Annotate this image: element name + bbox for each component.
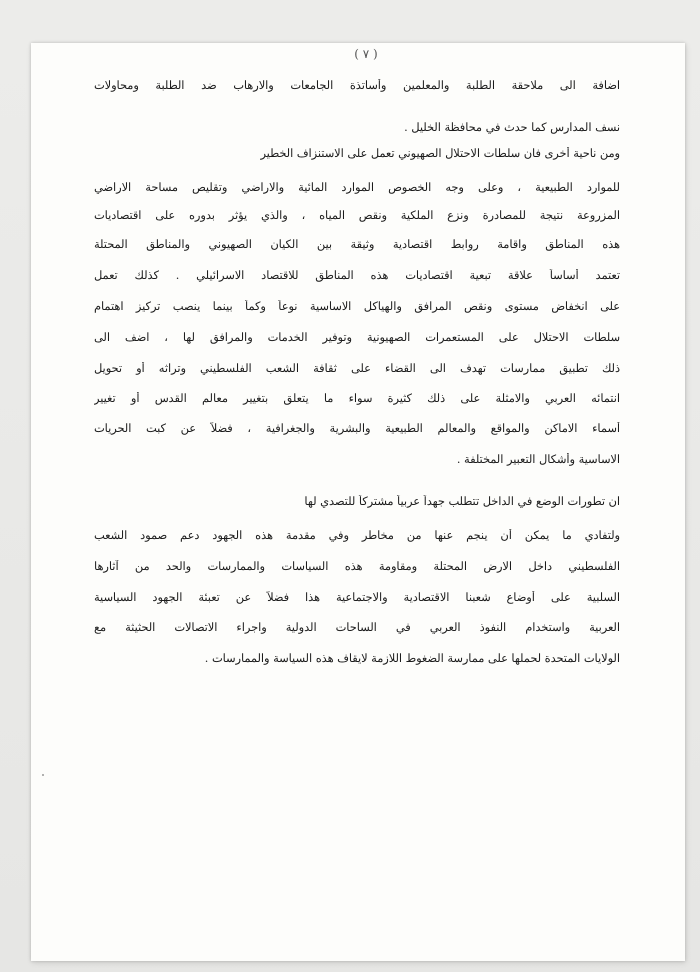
paragraph-2-line-8: ذلك تطبيق ممارسات تهدف الى القضاء على ثقافة الشعب الفلسطيني وتراثه أو تحويل [94,362,620,375]
paragraph-3-line-4: السلبية على أوضاع شعبنا الاقتصادية والاجتماعية هذا فضلاً عن تعبئة الجهود السياسية [94,591,620,604]
paragraph-3-line-5: العربية واستخدام النفوذ العربي في الساحات الدولية واجراء الاتصالات الحثيثة مع [94,621,620,634]
paragraph-3-line-3: الفلسطيني داخل الارض المحتلة ومقاومة هذه السياسات والممارسات والحد من آثارها [94,560,620,573]
paragraph-2-line-2: للموارد الطبيعية ، وعلى وجه الخصوص الموارد المائية والاراضي وتقليص مساحة الاراضي [94,181,620,194]
paragraph-2-line-10: أسماء الاماكن والمواقع والمعالم الطبيعية والبشرية والجغرافية ، فضلاً عن كبت الحريات [94,422,620,435]
paragraph-1-line-1: اضافة الى ملاحقة الطلبة والمعلمين وأساتذة الجامعات والارهاب ضد الطلبة ومحاولات [94,79,620,92]
paragraph-2-line-1: ومن ناحية أخرى فان سلطات الاحتلال الصهيوني تعمل على الاستنزاف الخطير [260,147,620,160]
paragraph-2-line-3: المزروعة نتيجة للمصادرة ونزع الملكية ونقص المياه ، والذي يؤثر بدوره على اقتصاديات [94,209,620,222]
paragraph-2-line-7: سلطات الاحتلال على المستعمرات الصهيونية وتوفير الخدمات والمرافق لها ، اضف الى [94,331,620,344]
paragraph-2-line-9: انتمائه العربي والامثلة على ذلك كثيرة سواء ما يتعلق بتغيير معالم القدس أو تغيير [94,392,620,405]
paragraph-3-line-6: الولايات المتحدة لحملها على ممارسة الضغوط اللازمة لايقاف هذه السياسة والممارسات . [204,652,620,665]
margin-speck [42,774,44,776]
document-page [31,43,685,961]
paragraph-1-line-2: نسف المدارس كما حدث في محافظة الخليل . [404,121,620,134]
paragraph-2-line-11: الاساسية وأشكال التعبير المختلفة . [456,453,620,466]
paragraph-2-line-6: على انخفاض مستوى ونقص المرافق والهياكل الاساسية نوعاً وكماً بينما ينصب تركيز اهتمام [94,300,620,313]
paragraph-3-line-1: ان تطورات الوضع في الداخل تتطلب جهداً عربياً مشتركاً للتصدي لها [304,495,620,508]
paragraph-2-line-4: هذه المناطق واقامة روابط اقتصادية وثيقة بين الكيان الصهيوني والمناطق المحتلة [94,238,620,251]
page-number: ( ٧ ) [354,47,378,61]
paragraph-3-line-2: ولتفادي ما يمكن أن ينجم عنها من مخاطر وفي مقدمة هذه الجهود دعم صمود الشعب [94,529,620,542]
paragraph-2-line-5: تعتمد أساساً علاقة تبعية اقتصاديات هذه المناطق للاقتصاد الاسرائيلي . كذلك تعمل [94,269,620,282]
